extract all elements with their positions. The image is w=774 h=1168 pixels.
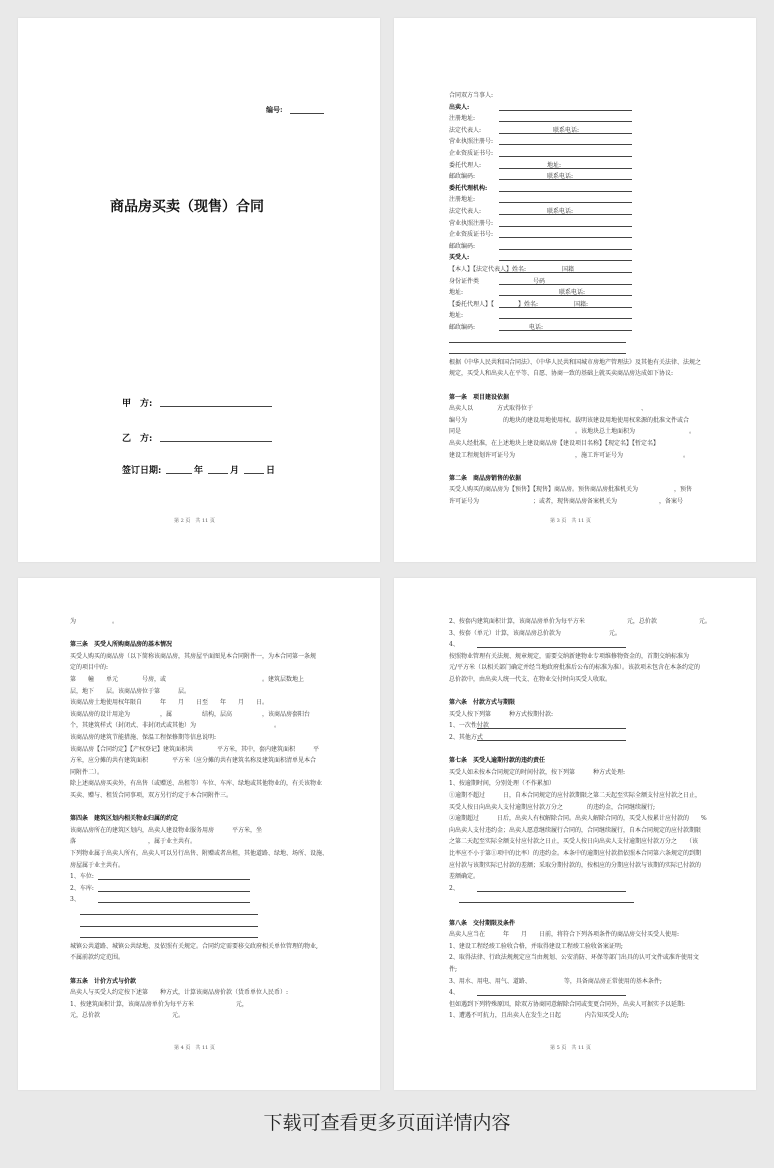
page-footer: 第 3 页 共 11 页 (550, 518, 591, 524)
contract-text-line: 2、按套内建筑面积计算，该商品房单价为每平方米 元，总价款 元。 (449, 618, 711, 625)
contract-text-line: 编号为 的地块的建设用地使用权。载明该建设用地使用权来源的批准文件或合 (449, 416, 690, 424)
party-b-label: 乙 方: (122, 434, 153, 444)
contract-text-line: 【委托代理人】【 】姓名: 国籍: (449, 300, 589, 308)
contract-text-line: 之第二天起至实际全额支付应付款之日止，买受人按日向出卖人支付逾期应付款万分之 （该 (449, 838, 699, 846)
article-heading: 第二条 商品房销售的依据 (449, 474, 522, 482)
contract-text-line: 2、其他方式 (449, 734, 483, 741)
contract-text-line: 该商品房的建筑节能措施、保温工程保修期等信息说明: (70, 734, 217, 741)
fill-in-underline (499, 110, 632, 111)
fill-in-underline (477, 740, 626, 741)
fill-in-underline (499, 179, 632, 180)
contract-text-line: 营业执照注册号: (449, 138, 494, 146)
contract-cover-page (18, 18, 380, 562)
contract-text-line: 城镇公共道路、城镇公共绿地、及依照有关规定。合同约定需要移交政府相关单位管理的物业, (70, 942, 318, 950)
contract-text-line: 房屋属于业主共有。 (70, 861, 125, 869)
contract-text-line: 出卖人以 方式取得位于 、 (449, 405, 648, 413)
fill-in-underline (499, 144, 632, 145)
article-heading: 委托代理机构: (449, 184, 488, 192)
fill-in-underline (80, 926, 258, 927)
contract-text-line: 邮政编码: (449, 242, 476, 250)
contract-text-line: 1、一次性付款 (449, 722, 489, 730)
year-label: 年 (194, 466, 204, 476)
fill-in-underline (98, 891, 250, 892)
contract-text-line: 该商品房所在的建筑区划内，出卖人建设物业服务用房 平方米，坐 (70, 826, 263, 834)
fill-in-underline (499, 260, 632, 261)
contract-text-line: 3、按套（单元）计算，该商品房总价款为 元。 (449, 629, 621, 637)
month-underline (208, 473, 228, 474)
contract-text-line: 同附件二）。 (70, 768, 104, 776)
contract-text-line: 该商品房的设计用途为 ，属 结构，层高 ，该商品房套阳台 (70, 710, 311, 718)
contract-text-line: 但如遇到下列特殊原因，除双方协商同意解除合同或变更合同外，出卖人可据实予以延期: (449, 1000, 686, 1008)
contract-text-line: 出卖人经批准，在上述地块上建设商品房【建设项目名称】【现定名】【暂定名】 (449, 440, 660, 447)
contract-text-line: 除上述商品房买卖外，有出售（或赠送、出租等）车位、车库、绿地或其他物业的，有关该物业 (70, 780, 323, 788)
sign-date-label: 签订日期: (122, 466, 162, 476)
contract-text-line: 3、 (70, 896, 80, 904)
contract-text-line: 邮政编码: 联系电话: (449, 173, 574, 181)
contract-text-line: 注册地址: (449, 196, 476, 204)
fill-in-underline (499, 307, 632, 308)
fill-in-underline (499, 295, 632, 296)
fill-in-underline (499, 121, 632, 122)
fill-in-underline (477, 728, 626, 729)
article-heading: 第八条 交付期限及条件 (449, 919, 516, 927)
fill-in-underline (499, 272, 632, 273)
fill-in-underline (499, 284, 632, 285)
fill-in-underline (499, 249, 632, 250)
contract-text-line: 地址: (449, 312, 464, 320)
contract-page-articles-3-5 (18, 578, 380, 1090)
contract-text-line: 应付款与该期实际已付款的差额；采取分期付款的，按相应的分期应付款与该期的实际已付款的 (449, 861, 702, 869)
fill-in-underline (499, 202, 632, 203)
article-heading: 第三条 买受人所购商品房的基本情况 (70, 641, 173, 649)
contract-text-line: 法定代表人: 联系电话: (449, 208, 574, 215)
contract-text-line: 邮政编码: 电话: (449, 324, 544, 331)
contract-text-line: 企业资质证书号: (449, 231, 494, 239)
contract-text-line: 向出卖人支付违约金；出卖人愿意继续履行合同的，合同继续履行，自本合同规定的应付款期限 (449, 826, 702, 834)
fill-in-underline (80, 914, 258, 915)
contract-text-line: 4、 (449, 641, 459, 649)
contract-text-line: 定的项目中的: (70, 664, 109, 672)
contract-text-line: 买受人按下列第 种方式按期付款: (449, 710, 554, 718)
contract-text-line: 元/平方米（以相关部门确定并经当地政府批准后公布的标准为准）。该款项未包含在本条约定的 (449, 664, 701, 672)
contract-text-line: 不属前款约定范围。 (70, 954, 125, 962)
fill-in-underline (449, 353, 626, 354)
contract-text-line: 1、遭遇不可抗力，且出卖人在发生之日起 内告知买受人的; (449, 1012, 629, 1020)
fill-in-underline (477, 647, 626, 648)
article-heading: 第四条 建筑区划内相关物业归属的约定 (70, 815, 179, 823)
contract-text-line: 元，总价款 元。 (70, 1012, 185, 1020)
article-heading: 第五条 计价方式与价款 (70, 977, 137, 985)
fill-in-underline (499, 226, 632, 227)
contract-text-line: 个，其建筑样式（封闭式、非封闭式或其他）为 。 (70, 722, 281, 730)
fill-in-underline (499, 330, 632, 331)
contract-text-line: 1、按逾期时间，分别处理（不作累加） (449, 780, 555, 788)
page-footer: 第 2 页 共 11 页 (174, 518, 215, 524)
page-footer: 第 4 页 共 11 页 (174, 1045, 215, 1051)
contract-text-line: 许可证号为 ；或者，现售商品房备案机关为 ，备案号 (449, 498, 684, 505)
contract-text-line: 层，地下 层。该商品房位于第 层。 (70, 687, 191, 695)
fill-in-underline (459, 902, 634, 903)
contract-text-line: 规定，买受人和出卖人在平等、自愿、协商一致的基础上就买卖商品房达成如下协议: (449, 370, 674, 378)
fill-in-underline (499, 156, 632, 157)
fill-in-underline (98, 879, 250, 880)
contract-text-line: 方米，应分摊的共有建筑面积 平方米（应分摊的共有建筑名称及建筑面积清单见本合 (70, 757, 317, 765)
contract-text-line: 下列物业属于出卖人所有，出卖人可以另行出售、附赠或者出租，其他道路、绿地、场所、设施、 (70, 850, 329, 857)
contract-text-line: 为 。 (70, 618, 119, 625)
fill-in-underline (499, 237, 632, 238)
fill-in-underline (449, 342, 626, 343)
contract-text-line: 件; (449, 966, 458, 973)
article-heading: 买受人: (449, 254, 470, 262)
contract-text-line: 4、 (449, 989, 459, 997)
contract-text-line: 同是 。该地块总土地面积为 。 (449, 428, 696, 436)
fill-in-underline (499, 133, 632, 134)
contract-page-articles-5-8 (394, 578, 756, 1090)
contract-text-line: 2、取得法律、行政法规规定应当由规划、公安消防、环保等部门出具的认可文件或准许使用文 (449, 954, 699, 962)
month-label: 月 (230, 466, 240, 476)
contract-text-line: 落 ，属于业主共有。 (70, 838, 197, 846)
contract-text-line: 1、车位: (70, 873, 94, 881)
contract-text-line: 买卖、赠与、租赁合同事项，双方另行约定于本合同附件三。 (70, 792, 233, 799)
contract-text-line: 营业执照注册号: (449, 219, 494, 227)
contract-text-line: 1、按建筑面积计算，该商品房单价为每平方米 元， (70, 1000, 248, 1008)
contract-text-line: 总价款中，由出卖人统一代支、在物业交付时向买受人收取。 (449, 676, 612, 683)
article-heading: 第一条 项目建设依据 (449, 393, 510, 401)
party-a-underline (160, 406, 272, 407)
fill-in-underline (499, 214, 632, 215)
fill-in-underline (477, 995, 626, 996)
contract-text-line: 【本人】【法定代表人】姓名: 国籍 (449, 266, 575, 273)
fill-in-underline (499, 168, 632, 169)
contract-text-line: 法定代表人: 联系电话: (449, 126, 580, 134)
day-underline (244, 473, 264, 474)
contract-text-line: 买受人按日向出卖人支付逾期应付款万分之 的违约金，合同继续履行; (449, 803, 656, 811)
article-heading: 第六条 付款方式与期限 (449, 699, 516, 707)
contract-text-line: 第 幢 单元 号房，或 。建筑层数地上 (70, 676, 305, 683)
contract-text-line: ②逾期超过 日后，出卖人有权解除合同。出卖人解除合同的，买受人按累计应付款的 % (449, 815, 707, 823)
contract-text-line: 注册地址: (449, 115, 476, 123)
contract-text-line: 委托代理人: 地址: (449, 161, 562, 169)
contract-page-parties (394, 18, 756, 562)
contract-text-line: 该商品房【合同约定】【产权登记】建筑面积共 平方米，其中，套内建筑面积 平 (70, 745, 320, 753)
contract-text-line: 差额确定。 (449, 873, 480, 881)
contract-text-line: 出卖人与买受人约定按下述第 种方式，计算该商品房价款（货币单位人民币）: (70, 989, 289, 997)
page-footer: 第 5 页 共 11 页 (550, 1045, 591, 1051)
contract-text-line: 买受人购买的商品房为【预售】【现售】商品房。预售商品房批准机关为 ，预售 (449, 486, 693, 494)
download-more-caption[interactable]: 下载可查看更多页面详情内容 (263, 1112, 511, 1134)
contract-text-line: 按照物业管理有关法规、规章规定，需要交纳新建物业专项维修物资金的，首期交纳标准为 (449, 652, 690, 660)
contract-text-line: 买受人购买的商品房（以下简称该商品房，其房屋平面图见本合同附件一，为本合同第一条规 (70, 652, 317, 660)
fill-in-underline (499, 318, 632, 319)
fill-in-underline (477, 891, 626, 892)
contract-text-line: 比率应不小于第①项中的比率）的违约金。本条中的逾期应付款指依照本合同第六条规定的到期 (449, 850, 702, 857)
contract-text-line: 企业资质证书号: (449, 150, 494, 157)
day-label: 日 (266, 466, 276, 476)
contract-text-line: 根据《中华人民共和国合同法》、《中华人民共和国城市房地产管理法》及其他有关法律、法规之 (449, 358, 702, 366)
party-a-label: 甲 方: (122, 399, 153, 409)
contract-text-line: 2、 (449, 884, 459, 892)
contract-text-line: ①逾期不超过 日，自本合同规定的应付款期限之第二天起至实际全额支付应付款之日止， (449, 792, 702, 799)
contract-number-label: 编号: (266, 105, 283, 114)
year-underline (166, 473, 192, 474)
contract-text-line: 身份证件类 号码 (449, 277, 546, 285)
contract-text-line: 买受人如未按本合同规定的时间付款，按下列第 种方式处理: (449, 768, 626, 776)
fill-in-underline (80, 937, 258, 938)
contract-number-underline (290, 113, 324, 114)
contract-text-line: 1、建设工程经竣工验收合格，并取得建设工程竣工验收备案证明; (449, 942, 623, 950)
contract-text-line: 地址: 联系电话: (449, 289, 586, 297)
contract-text-line: 合同双方当事人: (449, 92, 494, 99)
party-b-underline (160, 441, 272, 442)
article-heading: 第七条 买受人逾期付款的违约责任 (449, 757, 546, 765)
article-heading: 出卖人: (449, 103, 470, 111)
fill-in-underline (499, 191, 632, 192)
contract-title: 商品房买卖（现售）合同 (110, 199, 264, 215)
fill-in-underline (98, 902, 250, 903)
contract-text-line: 2、车库: (70, 884, 94, 892)
contract-text-line: 该商品房土地使用权年限自 年 月 日至 年 月 日。 (70, 699, 269, 707)
contract-text-line: 建设工程规划许可证号为 ，施工许可证号为 。 (449, 451, 690, 459)
contract-text-line: 出卖人应当在 年 月 日前，将符合下列各项条件的商品房交付买受人使用: (449, 931, 680, 939)
contract-text-line: 3、用水、用电、用气、道路、 等，具备商品房正常使用的基本条件; (449, 977, 662, 985)
